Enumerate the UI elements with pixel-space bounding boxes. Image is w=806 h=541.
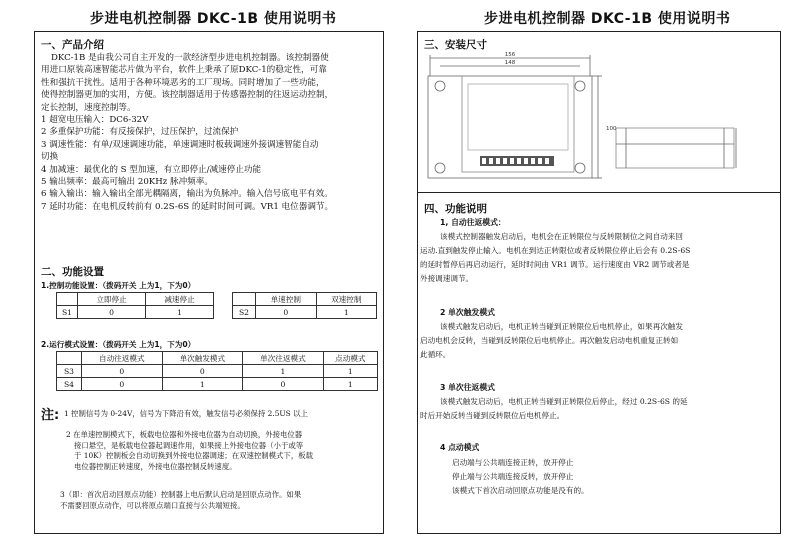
note-line: 2 在单速控制模式下，板载电位器和外接电位器为自动切换，外接电位器: [66, 430, 303, 439]
table-cell: 0: [243, 378, 324, 391]
mode-settings-label: 2.运行模式设置：（拨码开关 上为1，下为0）: [41, 340, 196, 349]
note-3: [60, 490, 382, 511]
note-line: 电位器控制正转速度，外接电位器控制反转速度。: [74, 461, 237, 471]
mode4-line: 该模式下首次启动回原点功能是没有的。: [452, 486, 589, 495]
table-header: [233, 293, 256, 306]
note-line: 接口悬空，是板载电位器起调速作用，如果接上外接电位器（小于或等: [74, 440, 304, 450]
feature-line: 1 超宽电压输入：DC6-32V: [41, 115, 149, 126]
mode2-line: 启动电机会反转，当碰到反转限位后电机停止。再次触发启动电机重复正转如: [420, 336, 679, 345]
table-row: [57, 365, 378, 378]
intro-paragraph: [41, 52, 381, 213]
intro-heading: 一、产品介绍: [41, 39, 104, 51]
settings-heading: 二、功能设置: [41, 266, 104, 278]
note-line: 3（即：首次启动回原点功能）控制器上电后默认启动是回原点动作。如果: [60, 490, 302, 499]
table-cell: 1: [162, 378, 243, 391]
table-cell: 0: [162, 365, 243, 378]
dim-inner-label: 148: [504, 60, 516, 66]
mode3-title: 3 单次往返模式: [440, 383, 495, 392]
mode2-title: 2 单次触发模式: [440, 308, 495, 317]
mode4-title: 4 点动模式: [440, 443, 480, 452]
table-header: 立即停止: [78, 293, 146, 306]
table-cell: 0: [256, 306, 317, 319]
dim-outer-label: 156: [504, 52, 516, 58]
mode1-line: 的延时暂停后再启动运行，延时时间由 VR1 调节。运行速度由 VR2 调节或者是: [420, 260, 690, 269]
mode1-line: 该模式控制器触发启动后，电机会在正转限位与反转限制位之间自动来回: [440, 232, 683, 241]
note-line: 不需要回原点动作，可以将原点端口直接与公共端短接。: [60, 500, 245, 510]
table-cell: S1: [57, 306, 78, 319]
table-cell: 1: [146, 306, 214, 319]
ctrl-table-s1: [56, 292, 214, 319]
table-header: 双速控制: [316, 293, 377, 306]
table-cell: 1: [316, 306, 377, 319]
mode-table: [56, 351, 378, 391]
mode3-line: 该模式触发启动后，电机正转当碰到正转限位后停止，经过 0.2S-6S 的延: [440, 397, 688, 406]
mode4-line: 停止端与公共端连接反转，放开停止: [452, 472, 574, 481]
table-header: [57, 352, 82, 365]
ctrl-table-s2: [232, 292, 377, 319]
note-2: [66, 430, 382, 472]
table-header: 点动模式: [323, 352, 377, 365]
install-dimension-drawing: [420, 50, 774, 190]
mode1-body: [420, 230, 776, 286]
table-cell: 1: [243, 365, 324, 378]
mode2-body: [420, 320, 776, 362]
feature-line: 5 输出频率：最高可输出 20KHz 脉冲频率。: [41, 177, 213, 188]
right-page-title: 步进电机控制器 DKC-1B 使用说明书: [484, 11, 731, 27]
table-header: 单次触发模式: [162, 352, 243, 365]
note-mark: 注:: [41, 408, 60, 423]
left-page-title: 步进电机控制器 DKC-1B 使用说明书: [90, 11, 337, 27]
note-1: 1 控制信号为 0-24V，信号为下降沿有效，触发信号必须保持 2.5US 以上: [64, 409, 308, 418]
intro-line: 定长控制，速度控制等。: [41, 102, 136, 113]
table-header: 单次往返模式: [243, 352, 324, 365]
table-cell: 0: [78, 306, 146, 319]
table-cell: 0: [82, 365, 163, 378]
mode3-body: [420, 395, 776, 423]
intro-line: 性和强抗干扰性。适用于各种环境恶劣的工厂现场。同时增加了一些功能，: [41, 77, 325, 88]
mode4-body: [452, 456, 772, 498]
mode3-line: 时后开始反转当碰到反转限位后电机停止。: [420, 411, 565, 420]
table-cell: 1: [323, 378, 377, 391]
mode4-line: 启动端与公共端连接正转，放开停止: [452, 458, 574, 467]
feature-line: 6 输入输出：输入输出全部光耦隔离，输出为负脉冲。输入信号底电平有效。: [41, 189, 333, 200]
intro-line: 用进口原装高速智能芯片做为平台，软件上秉承了原DKC-1的稳定性，可靠: [41, 65, 327, 76]
mode2-line: 该模式触发启动后，电机正转当碰到正转限位后电机停止，如果再次触发: [440, 322, 683, 331]
mode2-line: 此循环。: [420, 350, 451, 359]
feature-line: 4 加减速：最优化的 S 型加速，有立即停止/减速停止功能: [41, 164, 262, 175]
table-cell: S3: [57, 365, 82, 378]
mode1-line: 外接调速调节。: [420, 274, 474, 283]
table-header: [57, 293, 78, 306]
table-cell: 0: [82, 378, 163, 391]
ctrl-settings-label: 1.控制功能设置：（拨码开关 上为1，下为0）: [41, 281, 196, 290]
table-header: 减速停止: [146, 293, 214, 306]
mode1-line: 运动.直到触发停止输入。电机在到达正转限位或者反转限位停止后会有 0.2S-6S: [420, 246, 691, 255]
feature-line: 2 多重保护功能：有反接保护，过压保护，过流保护: [41, 127, 239, 138]
table-header: 单速控制: [256, 293, 317, 306]
note-line: 于 10K）控制板会自动切换到外接电位器调速；在双速控制模式下，板载: [74, 451, 313, 460]
feature-line: 切换: [41, 152, 59, 163]
table-cell: 1: [323, 365, 377, 378]
dim-height-label: 100: [606, 126, 617, 132]
mode1-title: 1, 自动往返模式：: [440, 218, 506, 227]
table-cell: S2: [233, 306, 256, 319]
intro-line: 使得控制器更加的实用，方便。该控制器适用于传感器控制的往返运动控制，: [41, 90, 334, 101]
feature-line: 3 调速性能：有单/双速调速功能，单速调速时板载调速外接调速智能自动: [41, 139, 319, 150]
table-cell: S4: [57, 378, 82, 391]
dims-heading: 三、安装尺寸: [424, 39, 487, 51]
section-divider: [417, 192, 781, 193]
intro-line: DKC-1B 是由我公司自主开发的一款经济型步进电机控制器。该控制器使: [51, 53, 329, 63]
func-heading: 四、功能说明: [424, 203, 487, 215]
table-row: [57, 378, 378, 391]
table-header: 自动往返模式: [82, 352, 163, 365]
feature-line: 7 延时功能：在电机反转前有 0.2S-6S 的延时时间可调。VR1 电位器调节。: [41, 201, 334, 212]
